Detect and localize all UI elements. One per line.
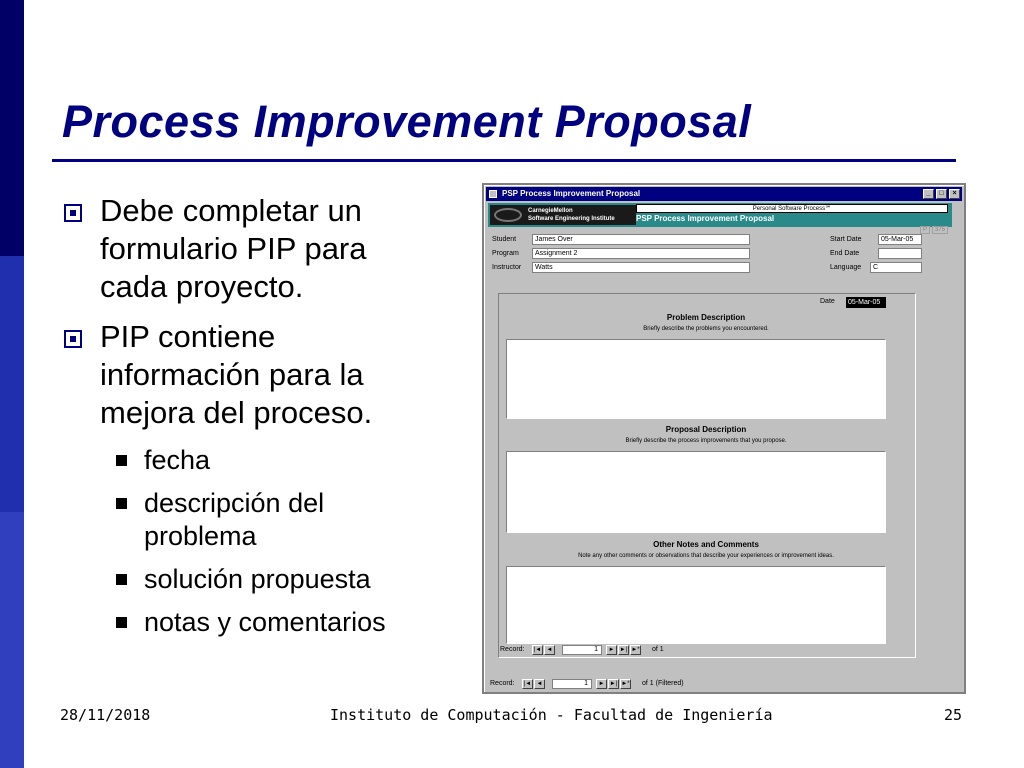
next-record-button[interactable]: ► [606,645,617,655]
minimize-button[interactable]: _ [923,189,934,199]
start-date-label: Start Date [830,236,862,243]
footer-date: 28/11/2018 [60,706,151,724]
square-bullet-icon [116,617,127,628]
end-date-field[interactable] [878,248,922,259]
record-count-text: of 1 (Filtered) [642,680,684,687]
problem-description-textarea[interactable] [506,339,886,419]
student-field[interactable]: James Over [532,234,750,245]
maximize-button[interactable]: □ [936,189,947,199]
pip-form-window [482,183,966,694]
bullet-item [60,192,440,306]
date-field[interactable]: 05-Mar-05 [846,297,886,308]
first-record-button[interactable]: |◄ [533,647,542,653]
cmu-logo-icon [494,208,522,222]
bullet-text: PIP contiene información para la mejora del proceso. [100,319,373,430]
cmu-sei-logo [490,205,636,225]
bullet-box-icon [64,204,82,222]
square-bullet-icon [116,574,127,585]
sub-bullet-item [60,563,440,596]
side-bar-band [0,0,24,256]
square-bullet-icon [116,455,127,466]
last-record-button[interactable]: ►| [609,681,618,687]
outer-record-navigator [490,678,960,690]
slide-title: Process Improvement Proposal [62,96,752,147]
last-record-button[interactable]: ►| [619,647,628,653]
window-titlebar[interactable] [486,187,962,201]
program-field[interactable]: Assignment 2 [532,248,750,259]
problem-description-hint: Briefly describe the problems you encountered. [643,326,769,332]
language-field[interactable]: C [870,262,922,273]
sub-bullet-item [60,444,440,477]
record-count-text: of 1 [652,646,664,653]
proposal-description-title: Proposal Description [665,425,747,434]
sub-bullet-text: fecha [144,445,211,475]
instructor-label: Instructor [492,264,522,271]
close-button[interactable]: × [949,189,960,199]
record-label: Record: [490,680,515,687]
student-label: Student [492,236,517,243]
end-date-label: End Date [830,250,860,257]
bullet-item [60,318,440,432]
logo-line-2: Software Engineering Institute [528,216,615,222]
previous-record-button[interactable]: ◄ [544,645,555,655]
sub-bullet-item [60,606,440,639]
record-number-field[interactable]: 1 [552,679,592,689]
slide-side-bar [0,0,24,768]
proposal-description-hint: Briefly describe the process improvements that you propose. [625,438,787,444]
record-label: Record: [500,646,525,653]
instructor-field[interactable]: Watts [532,262,750,273]
app-icon [489,190,497,198]
new-record-button[interactable]: ►* [621,681,630,687]
other-notes-textarea[interactable] [506,566,886,644]
record-number-field[interactable]: 1 [562,645,602,655]
start-date-field[interactable]: 05-Mar-05 [878,234,922,245]
status-badge: 375 [932,226,948,234]
bullet-list [60,192,440,649]
bullet-text: Debe completar un formulario PIP para cada proyecto. [100,193,367,304]
status-badge: P [920,226,930,234]
sub-bullet-text: notas y comentarios [144,607,386,637]
sub-bullet-text: descripción del problema [144,488,325,551]
side-bar-band [0,512,24,768]
inner-record-navigator [500,644,920,656]
sub-bullet-text: solución propuesta [144,564,371,594]
bullet-box-icon [64,330,82,348]
language-label: Language [830,264,862,271]
date-label: Date [820,298,835,305]
form-title: PSP Process Improvement Proposal [636,214,775,223]
problem-description-title: Problem Description [666,313,746,322]
sub-bullet-item [60,487,440,553]
first-record-button[interactable]: |◄ [523,681,532,687]
previous-record-button[interactable]: ◄ [534,679,545,689]
footer-institution: Instituto de Computación - Facultad de Ingeniería [330,706,773,724]
proposal-description-textarea[interactable] [506,451,886,533]
footer-page-number: 25 [944,706,963,724]
other-notes-hint: Note any other comments or observations that describe your experiences or improvement ideas. [578,553,834,559]
window-title: PSP Process Improvement Proposal [502,189,641,198]
title-divider [52,159,956,162]
psp-label: Personal Software Process℠ [636,204,948,213]
program-label: Program [492,250,519,257]
new-record-button[interactable]: ►* [631,647,640,653]
side-bar-band [0,256,24,512]
square-bullet-icon [116,498,127,509]
other-notes-title: Other Notes and Comments [653,540,759,549]
logo-line-1: CarnegieMellon [528,208,573,214]
next-record-button[interactable]: ► [596,679,607,689]
